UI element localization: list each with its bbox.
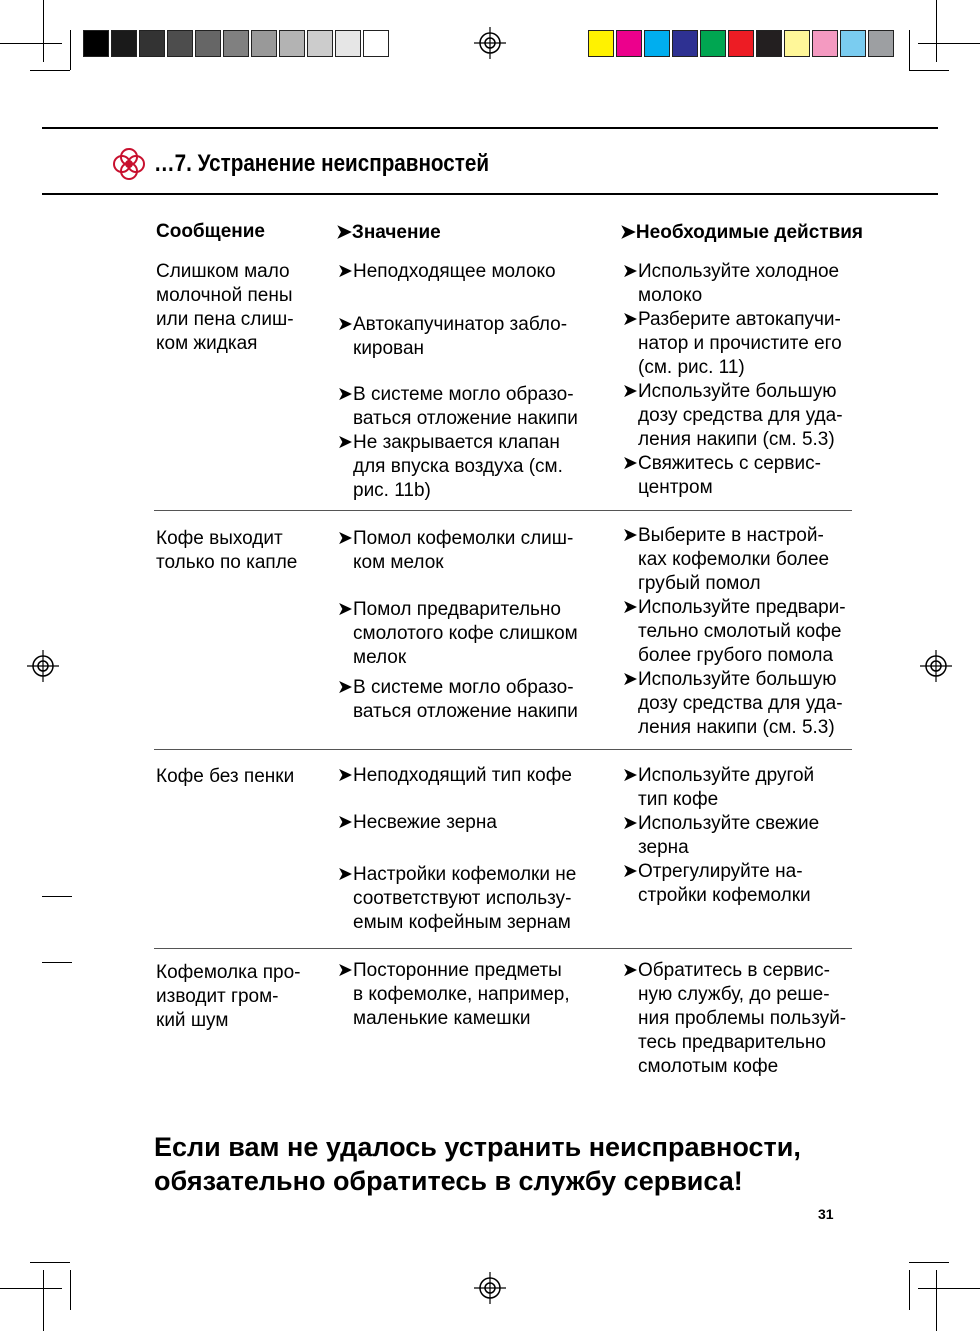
registration-mark-icon	[27, 650, 59, 682]
action-text: Обратитесь в сервис- ную службу, до реше- ния проблемы пользуй- тесь предварительно смолотым кофе	[638, 960, 847, 1077]
color-swatch	[111, 30, 137, 57]
row-meaning-item	[337, 431, 563, 503]
action-text: Отрегулируйте на- стройки кофемолки	[638, 861, 811, 906]
row-meaning-item	[337, 764, 572, 788]
service-notice: Если вам не удалось устранить неисправности, обязательно обратитесь в службу сервиса!	[154, 1132, 801, 1196]
color-swatch	[840, 30, 866, 57]
row-meaning-item	[337, 527, 573, 575]
row-message: Кофемолка про- изводит гром- кий шум	[156, 962, 301, 1031]
row-meaning-item	[337, 959, 570, 1031]
color-swatch	[812, 30, 838, 57]
action-text: Свяжитесь с сервис- центром	[638, 453, 821, 498]
color-swatch	[279, 30, 305, 57]
meaning-text: Настройки кофемолки не соответствуют использу- емым кофейным зернам	[353, 864, 577, 933]
row-meaning-item	[337, 598, 578, 670]
row-meaning-item	[337, 863, 576, 935]
action-text: Используйте другой тип кофе	[638, 765, 815, 810]
meaning-text: Не закрывается клапан для впуска воздуха (см. рис. 11b)	[353, 432, 563, 501]
meaning-text: Посторонние предметы в кофемолке, например, маленькие камешки	[353, 960, 570, 1029]
meaning-text: Неподходящий тип кофе	[353, 765, 572, 786]
meaning-text: Несвежие зерна	[353, 812, 497, 833]
column-header-meaning: ➤Значение	[336, 222, 441, 243]
row-separator	[154, 749, 852, 750]
arrow-icon: ➤	[337, 528, 353, 549]
color-swatch	[616, 30, 642, 57]
row-action-item	[622, 524, 829, 596]
registration-mark-icon	[920, 650, 952, 682]
color-swatch	[756, 30, 782, 57]
row-action-item	[622, 596, 846, 668]
arrow-icon: ➤	[622, 861, 638, 882]
column-header-actions-label: Необходимые действия	[635, 222, 864, 243]
color-swatch	[644, 30, 670, 57]
color-swatch	[672, 30, 698, 57]
page-number: 31	[818, 1206, 834, 1222]
color-swatch	[700, 30, 726, 57]
arrow-icon: ➤	[622, 525, 638, 546]
row-meaning-item	[337, 383, 578, 431]
arrow-icon: ➤	[337, 599, 353, 620]
color-swatch	[784, 30, 810, 57]
meaning-text: Помол кофемолки слиш- ком мелок	[353, 528, 574, 573]
row-separator	[154, 948, 852, 949]
arrow-icon: ➤	[337, 812, 353, 833]
arrow-icon: ➤	[337, 384, 353, 405]
row-action-item	[622, 380, 843, 452]
row-action-item	[622, 959, 846, 1079]
row-action-item	[622, 812, 819, 860]
row-message: Кофе выходит только по капле	[156, 528, 298, 573]
arrow-icon: ➤	[622, 381, 638, 402]
action-text: Используйте свежие зерна	[638, 813, 820, 858]
color-swatch	[195, 30, 221, 57]
arrow-icon: ➤	[622, 453, 638, 474]
color-swatch	[868, 30, 894, 57]
meaning-text: Неподходящее молоко	[353, 261, 556, 282]
action-text: Используйте большую дозу средства для уда- ления накипи (см. 5.3)	[638, 381, 843, 450]
row-action-item	[622, 860, 811, 908]
row-action-item	[622, 260, 839, 308]
color-swatch	[83, 30, 109, 57]
color-swatch	[251, 30, 277, 57]
color-swatch	[139, 30, 165, 57]
row-action-item	[622, 452, 821, 500]
color-swatch	[588, 30, 614, 57]
color-swatch	[363, 30, 389, 57]
row-meaning-item	[337, 260, 556, 284]
arrow-icon: ➤	[622, 960, 638, 981]
arrow-icon: ➤	[622, 309, 638, 330]
row-message: Слишком мало молочной пены или пена слиш- ком жидкая	[156, 261, 294, 354]
arrow-icon: ➤	[622, 669, 638, 690]
row-meaning-item	[337, 676, 578, 724]
row-action-item	[622, 764, 814, 812]
arrow-icon: ➤	[337, 864, 353, 885]
arrow-icon: ➤	[622, 261, 638, 282]
meaning-text: В системе могло образо- ваться отложение накипи	[353, 384, 578, 429]
action-text: Выберите в настрой- ках кофемолки более грубый помол	[638, 525, 830, 594]
row-action-item	[622, 308, 842, 380]
row-separator	[154, 510, 852, 511]
action-text: Используйте большую дозу средства для уда- ления накипи (см. 5.3)	[638, 669, 843, 738]
action-text: Разберите автокапучи- натор и прочистите его (см. рис. 11)	[638, 309, 842, 378]
meaning-text: Автокапучинатор забло- кирован	[353, 314, 568, 359]
row-meaning-item	[337, 313, 567, 361]
row-message: Кофе без пенки	[156, 766, 295, 787]
header-bottom-rule	[42, 193, 938, 195]
color-swatch	[728, 30, 754, 57]
action-text: Используйте предвари- тельно смолотый кофе более грубого помола	[638, 597, 846, 666]
color-swatch	[335, 30, 361, 57]
arrow-icon: ➤	[337, 432, 353, 453]
arrow-icon: ➤	[337, 677, 353, 698]
arrow-icon: ➤	[337, 261, 353, 282]
column-header-message: Сообщение	[156, 221, 265, 242]
row-meaning-item	[337, 811, 497, 835]
flower-icon	[110, 145, 148, 183]
arrow-icon: ➤	[622, 597, 638, 618]
color-swatch	[223, 30, 249, 57]
row-action-item	[622, 668, 843, 740]
action-text: Используйте холодное молоко	[638, 261, 840, 306]
registration-mark-icon	[474, 1272, 506, 1304]
arrow-icon: ➤	[622, 813, 638, 834]
page-title: …7. Устранение неисправностей	[154, 150, 490, 177]
meaning-text: Помол предварительно смолотого кофе слишком мелок	[353, 599, 578, 668]
arrow-icon: ➤	[622, 765, 638, 786]
color-swatch	[307, 30, 333, 57]
arrow-icon: ➤	[337, 960, 353, 981]
arrow-icon: ➤	[337, 314, 353, 335]
registration-mark-icon	[474, 27, 506, 59]
header-top-rule	[42, 127, 938, 129]
arrow-icon: ➤	[337, 765, 353, 786]
color-swatch	[167, 30, 193, 57]
column-header-actions: ➤Необходимые действия	[620, 222, 864, 243]
column-header-meaning-label: Значение	[351, 222, 441, 243]
meaning-text: В системе могло образо- ваться отложение накипи	[353, 677, 578, 722]
